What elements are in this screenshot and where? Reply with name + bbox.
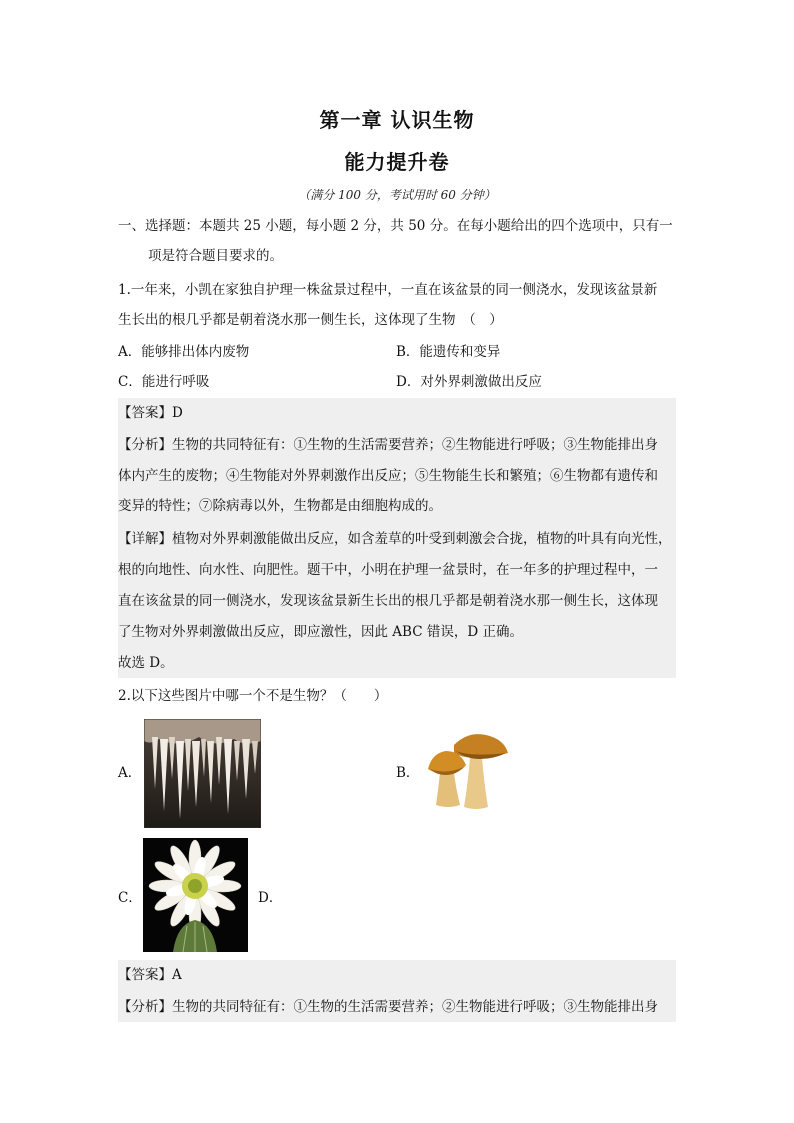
- q1-analysis-line2: 体内产生的废物；④生物能对外界刺激作出反应；⑤生物能生长和繁殖；⑥生物都有遗传和: [118, 468, 658, 484]
- q1-detail-line4: 了生物对外界刺激做出反应，即应激性，因此 ABC 错误，D 正确。: [118, 624, 523, 640]
- q1-answer: 【答案】D: [118, 405, 183, 421]
- section-instruction-line1: 一、选择题：本题共 25 小题，每小题 2 分，共 50 分。在每小题给出的四个选项中，只有一: [118, 218, 673, 234]
- q2-label-b: B．: [396, 765, 420, 781]
- q2-stem: 2.以下这些图片中哪一个不是生物？（ ）: [118, 688, 388, 704]
- q1-analysis-line3: 变异的特性；⑦除病毒以外，生物都是由细胞构成的。: [118, 498, 442, 514]
- q2-label-a: A．: [118, 765, 142, 781]
- q1-detail-line5: 故选 D。: [118, 655, 174, 671]
- chapter-title: 第一章 认识生物: [319, 108, 475, 132]
- section-instruction-line2: 项是符合题目要求的。: [148, 248, 283, 264]
- q1-detail-line2: 根的向地性、向水性、向肥性。题干中，小明在护理一盆景时，在一年多的护理过程中，一: [118, 562, 658, 578]
- q1-option-c: C．能进行呼吸: [118, 374, 210, 390]
- paper-title: 能力提升卷: [344, 150, 450, 174]
- q2-label-c: C．: [118, 890, 142, 906]
- q1-detail-line1: 【详解】植物对外界刺激能做出反应，如含羞草的叶受到刺激会合拢，植物的叶具有向光性，: [118, 531, 672, 547]
- q1-analysis-line1: 【分析】生物的共同特征有：①生物的生活需要营养；②生物能进行呼吸；③生物能排出身: [118, 437, 658, 453]
- q1-stem-line1: 1.一年来，小凯在家独自护理一株盆景过程中，一直在该盆景的同一侧浇水，发现该盆景新: [118, 282, 658, 298]
- stalactite-image: [144, 719, 261, 828]
- q2-answer: 【答案】A: [118, 967, 182, 983]
- q1-option-d: D．对外界刺激做出反应: [396, 374, 542, 390]
- q1-detail-line3: 直在该盆景的同一侧浇水，发现该盆景新生长出的根几乎都是朝着浇水那一侧生长，这体现: [118, 593, 658, 609]
- q1-option-b: B．能遗传和变异: [396, 344, 501, 360]
- q2-label-d: D．: [258, 890, 283, 906]
- cactus-flower-image: [143, 838, 248, 952]
- q1-option-a: A．能够排出体内废物: [118, 344, 250, 360]
- q1-stem-line2: 生长出的根几乎都是朝着浇水那一侧生长，这体现了生物 （ ）: [118, 312, 503, 328]
- exam-subtitle: （满分 100 分，考试用时 60 分钟）: [298, 188, 496, 202]
- q2-analysis-line1: 【分析】生物的共同特征有：①生物的生活需要营养；②生物能进行呼吸；③生物能排出身: [118, 999, 658, 1015]
- mushroom-image: [424, 733, 510, 811]
